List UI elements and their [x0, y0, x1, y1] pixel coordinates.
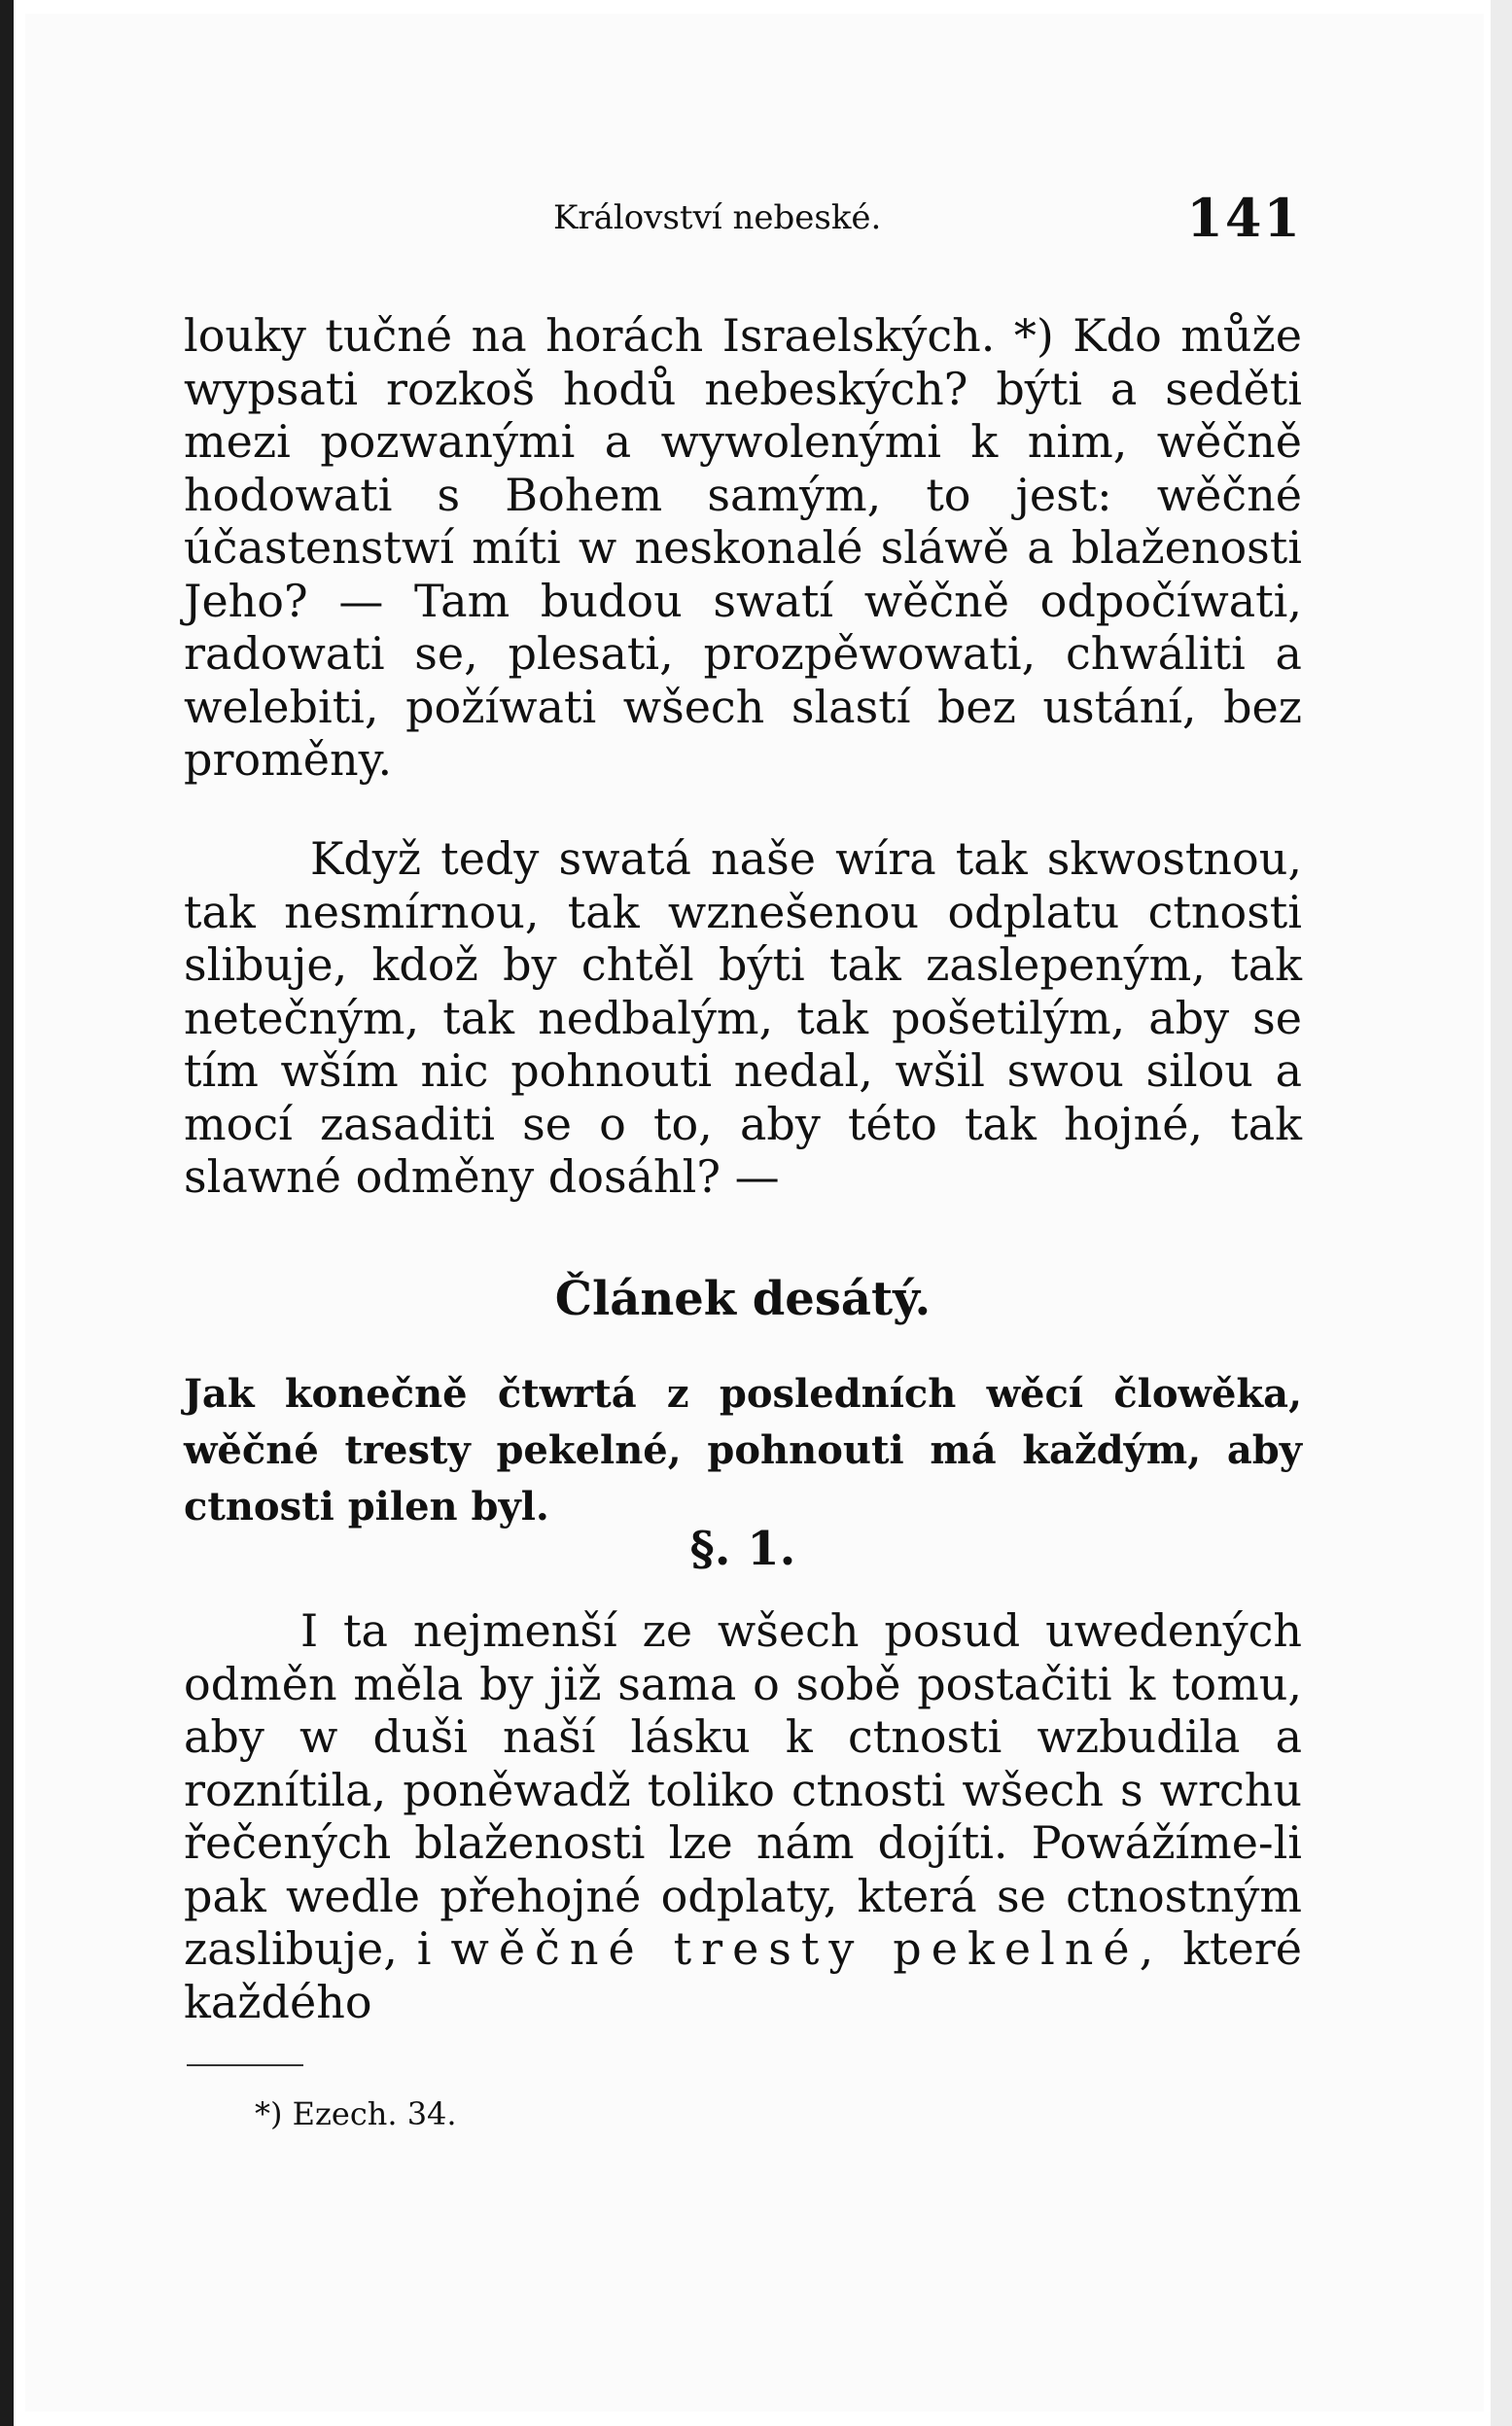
page-header [184, 187, 1302, 255]
paragraph-1: louky tučné na horách Israelských. *) Kdo může wypsati rozkoš hodů nebeských? býti a seděti mezi pozwanými a wywolenými k nim, wěčně hodowati s Bohem samým, to jest: wěčné účastenstwí míti w neskonalé sláwě a blaženosti Jeho? — Tam budou swatí wěčně odpočíwati, radowati se, plesati, prozpěwowati, chwáliti a welebiti, požíwati wšech slastí bez ustání, bez proměny. [184, 309, 1302, 786]
paragraph-3 [184, 1604, 1302, 2028]
section-mark: §. 1. [689, 1522, 796, 1576]
chapter-summary: Jak konečně čtwrtá z posledních wěcí člowěka, wěčné tresty pekelné, pohnouti má každým, aby ctnosti pilen byl. [184, 1371, 1302, 1529]
paragraph-2: Když tedy swatá naše wíra tak skwostnou, tak nesmírnou, tak wznešenou odplatu ctnosti slibuje, kdož by chtěl býti tak zaslepeným, tak netečným, tak nedbalým, tak pošetilým, aby se tím wším nic pohnouti nedal, wšil swou silou a mocí zasaditi se o to, aby této tak hojné, tak slawné odměny dosáhl? — [184, 832, 1302, 1203]
running-title: Království nebeské. [553, 198, 882, 237]
scan-edge-left [0, 0, 14, 2426]
paragraph-3-end: které každého [184, 1922, 1302, 2028]
chapter-heading: Článek desátý. [554, 1272, 932, 1326]
paragraph-3-text: I ta nejmenší ze wšech posud uwedených odměn měla by již sama o sobě postačiti k tomu, aby w duši naší lásku k ctnosti wzbudila a roznítila, poněwadž toliko ctnosti wšech s wrchu řečených blaženosti lze nám dojíti. Powážíme-li pak wedle přehojné odplaty, která se ctnostným zaslibuje, i [184, 1604, 1302, 1975]
scan-edge-right [1491, 0, 1512, 2426]
emphasized-phrase: wěčné tresty pekelné, [450, 1922, 1164, 1975]
footnote-rule [187, 2064, 303, 2066]
footnote: *) Ezech. 34. [255, 2095, 457, 2132]
page-number: 141 [1186, 187, 1302, 249]
